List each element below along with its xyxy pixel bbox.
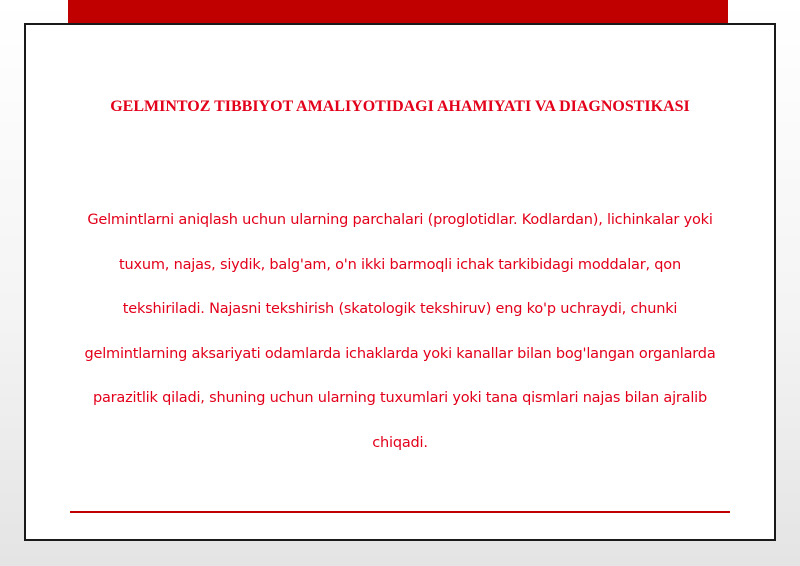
slide-frame xyxy=(24,23,776,541)
bottom-divider xyxy=(70,511,730,513)
slide-body-text: Gelmintlarni aniqlash uchun ularning parchalari (proglotidlar. Kodlardan), lichinkalar yoki tuxum, najas, siydik, balg'am, o'n ikki barmoqli ichak tarkibidagi moddalar, qon tekshiriladi. Najasni tekshirish (skatologik tekshiruv) eng ko'p uchraydi, chunki gelmintlarning aksariyati odamlarda ichaklarda yoki kanallar bilan bog'langan organlarda parazitlik qiladi, shuning uchun ularning tuxumlari yoki tana qismlari najas bilan ajralib chiqadi. xyxy=(84,212,716,451)
slide-title: GELMINTOZ TIBBIYOT AMALIYOTIDAGI AHAMIYATI VA DIAGNOSTIKASI xyxy=(110,98,690,115)
